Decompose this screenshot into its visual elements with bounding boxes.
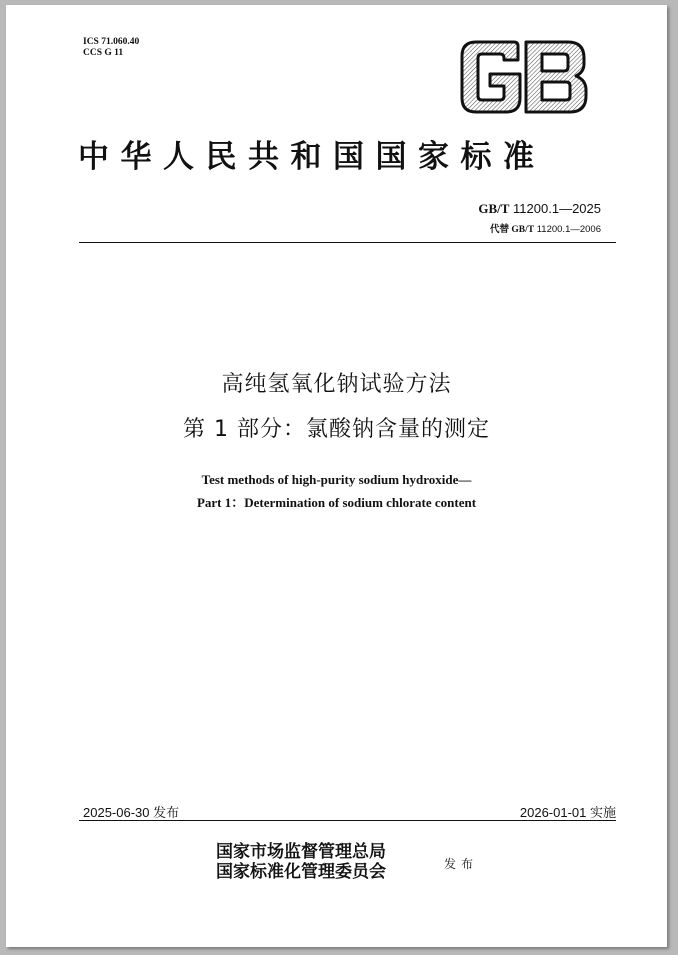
publisher-names: [216, 842, 386, 882]
implementation-date: 2026-01-01 实施: [519, 805, 616, 820]
gb-logo-icon: [456, 40, 590, 114]
standard-number-prefix: GB/T: [478, 201, 510, 216]
title-chinese-line1: 高纯氢氧化钠试验方法: [221, 372, 452, 397]
publisher-line2: 国家标准化管理委员会: [216, 862, 386, 882]
standard-number-value: 11200.1—2025: [513, 201, 601, 216]
bottom-divider: [79, 820, 616, 821]
publisher-line1: 国家市场监督管理总局: [216, 842, 386, 862]
top-divider: [79, 242, 616, 243]
standard-category-title: 中华人民共和国国家标准: [78, 139, 546, 175]
issue-date: 2025-06-30 发布: [83, 805, 180, 820]
ccs-code: CCS G 11: [83, 48, 124, 58]
replaces-prefix: 代替 GB/T: [490, 225, 535, 235]
classification-codes: [83, 37, 139, 59]
publish-label: 发布: [444, 857, 479, 871]
standard-number: [478, 201, 601, 217]
replaces-number: 11200.1—2006: [536, 224, 601, 235]
document-page: [6, 5, 667, 947]
replaces-standard: [490, 221, 601, 235]
title-english-line2: Part 1：Determination of sodium chlorate content: [196, 495, 477, 510]
ics-code: ICS 71.060.40: [83, 37, 140, 47]
title-chinese-line2: 第 1 部分：氯酸钠含量的测定: [183, 417, 490, 442]
title-english-line1: Test methods of high-purity sodium hydroxide—: [201, 472, 472, 487]
